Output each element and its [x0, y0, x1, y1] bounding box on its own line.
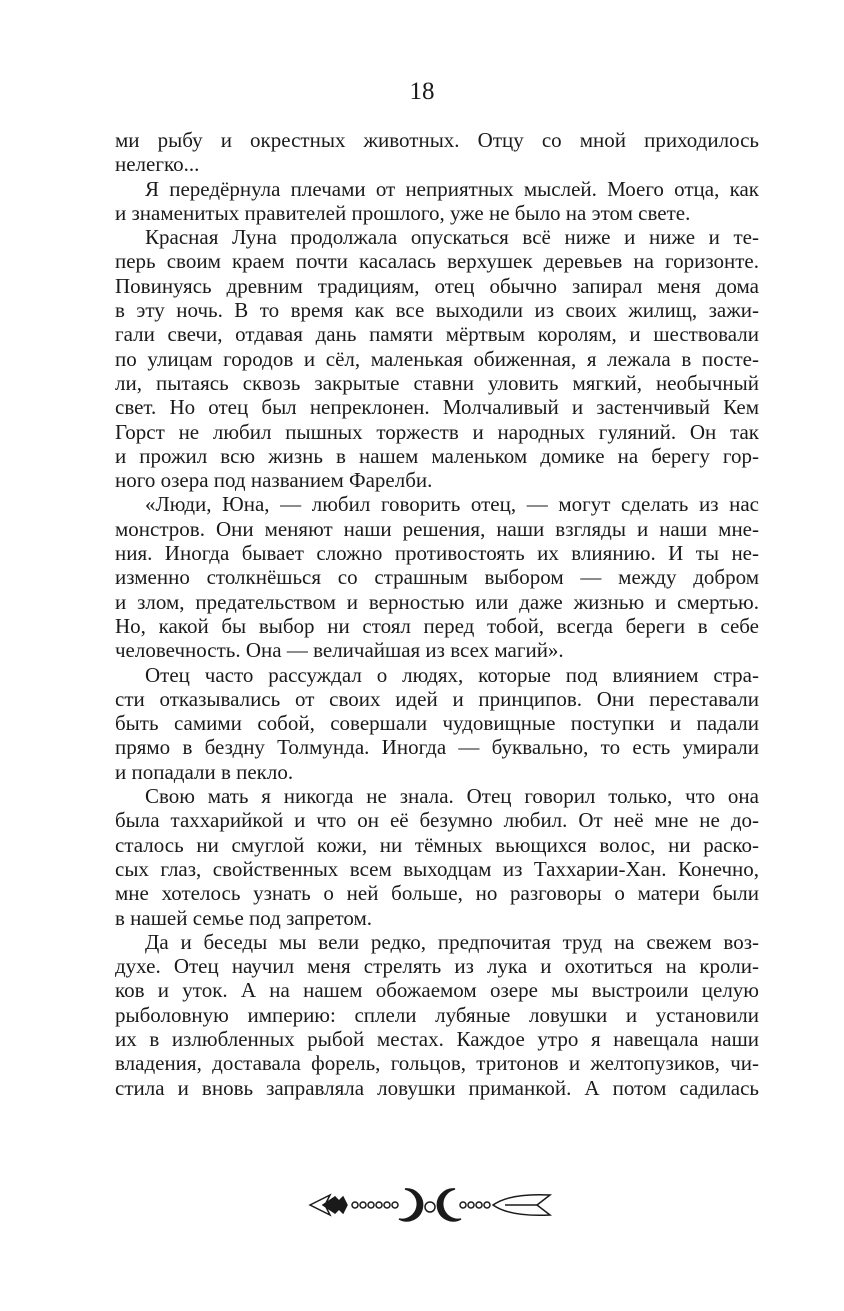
text-line: духе. Отец научил меня стрелять из лука и охотиться на кроли- — [115, 954, 759, 979]
text-line: и попадали в пекло. — [115, 759, 294, 784]
text-line: «Люди, Юна, — любил говорить отец, — могут сделать из нас — [145, 492, 759, 517]
text-line: их в излюбленных рыбой местах. Каждое утро я навещала наши — [115, 1026, 759, 1051]
text-line: по улицам городов и сёл, маленькая обиженная, я лежала в посте- — [115, 346, 759, 371]
text-line: ния. Иногда бывает сложно противостоять их влиянию. И ты не- — [115, 541, 759, 566]
text-line: изменно столкнёшься со страшным выбором — между добром — [115, 565, 759, 590]
text-line: гали свечи, отдавая дань памяти мёртвым королям, и шествовали — [115, 322, 759, 347]
text-line: владения, доставала форель, гольцов, тритонов и желтопузиков, чи- — [115, 1051, 759, 1076]
text-line: сых глаз, свойственных всем выходцам из Таххарии-Хан. Конечно, — [115, 856, 759, 881]
text-line: Красная Луна продолжала опускаться всё ниже и ниже и те- — [145, 225, 759, 250]
text-line: быть самими собой, совершали чудовищные поступки и падали — [115, 711, 759, 736]
text-line: Отец часто рассуждал о людях, которые под влиянием стра- — [145, 662, 759, 687]
text-line: мне хотелось узнать о ней больше, но разговоры о матери были — [115, 881, 759, 906]
text-line: Горст не любил пышных торжеств и народных гуляний. Он так — [115, 419, 759, 444]
text-line: Но, какой бы выбор ни стоял перед тобой, всегда береги в себе — [115, 613, 759, 638]
text-line: Повинуясь древним традициям, отец обычно запирал меня дома — [115, 273, 759, 298]
text-line: свет. Но отец был непреклонен. Молчаливый и застенчивый Кем — [115, 395, 759, 420]
text-line: Я передёрнула плечами от неприятных мыслей. Моего отца, как — [145, 176, 759, 201]
text-line: ков и уток. А на нашем обожаемом озере мы выстроили целую — [115, 978, 759, 1003]
text-line: перь своим краем почти касалась верхушек деревьев на горизонте. — [115, 249, 759, 274]
arrow-moons-ornament-icon — [305, 1185, 555, 1225]
text-line: в нашей семье под запретом. — [115, 905, 373, 930]
text-line: сталось ни смуглой кожи, ни тёмных вьющихся волос, ни раско- — [115, 832, 759, 857]
text-line: и злом, предательством и верностью или даже жизнью и смертью. — [115, 589, 759, 614]
body-text — [115, 128, 759, 1100]
text-line: была таххарийкой и что он её безумно любил. От неё мне не до- — [115, 808, 759, 833]
text-line: прямо в бездну Толмунда. Иногда — буквально, то есть умирали — [115, 735, 759, 760]
text-line: в эту ночь. В то время как все выходили из своих жилищ, зажи- — [115, 298, 759, 323]
text-line: Свою мать я никогда не знала. Отец говорил только, что она — [145, 784, 759, 809]
text-line: стила и вновь заправляла ловушки приманкой. А потом садилась — [115, 1075, 759, 1100]
text-line: ми рыбу и окрестных животных. Отцу со мной приходилось — [115, 128, 759, 152]
text-line: и прожил всю жизнь в нашем маленьком домике на берегу гор- — [115, 443, 759, 468]
text-line: ного озера под названием Фарелби. — [115, 468, 433, 493]
text-line: сти отказывались от своих идей и принципов. Они переставали — [115, 686, 759, 711]
text-line: человечность. Она — величайшая из всех магий». — [115, 638, 564, 663]
text-line: рыболовную империю: сплели лубяные ловушки и установили — [115, 1002, 759, 1027]
text-line: и знаменитых правителей прошлого, уже не было на этом свете. — [115, 200, 691, 225]
text-line: монстров. Они меняют наши решения, наши взгляды и наши мне- — [115, 516, 759, 541]
text-line: Да и беседы мы вели редко, предпочитая труд на свежем воз- — [145, 929, 759, 954]
text-line: ли, пытаясь сквозь закрытые ставни уловить мягкий, необычный — [115, 370, 759, 395]
page-number: 18 — [409, 78, 435, 105]
text-line: нелегко... — [115, 152, 200, 177]
